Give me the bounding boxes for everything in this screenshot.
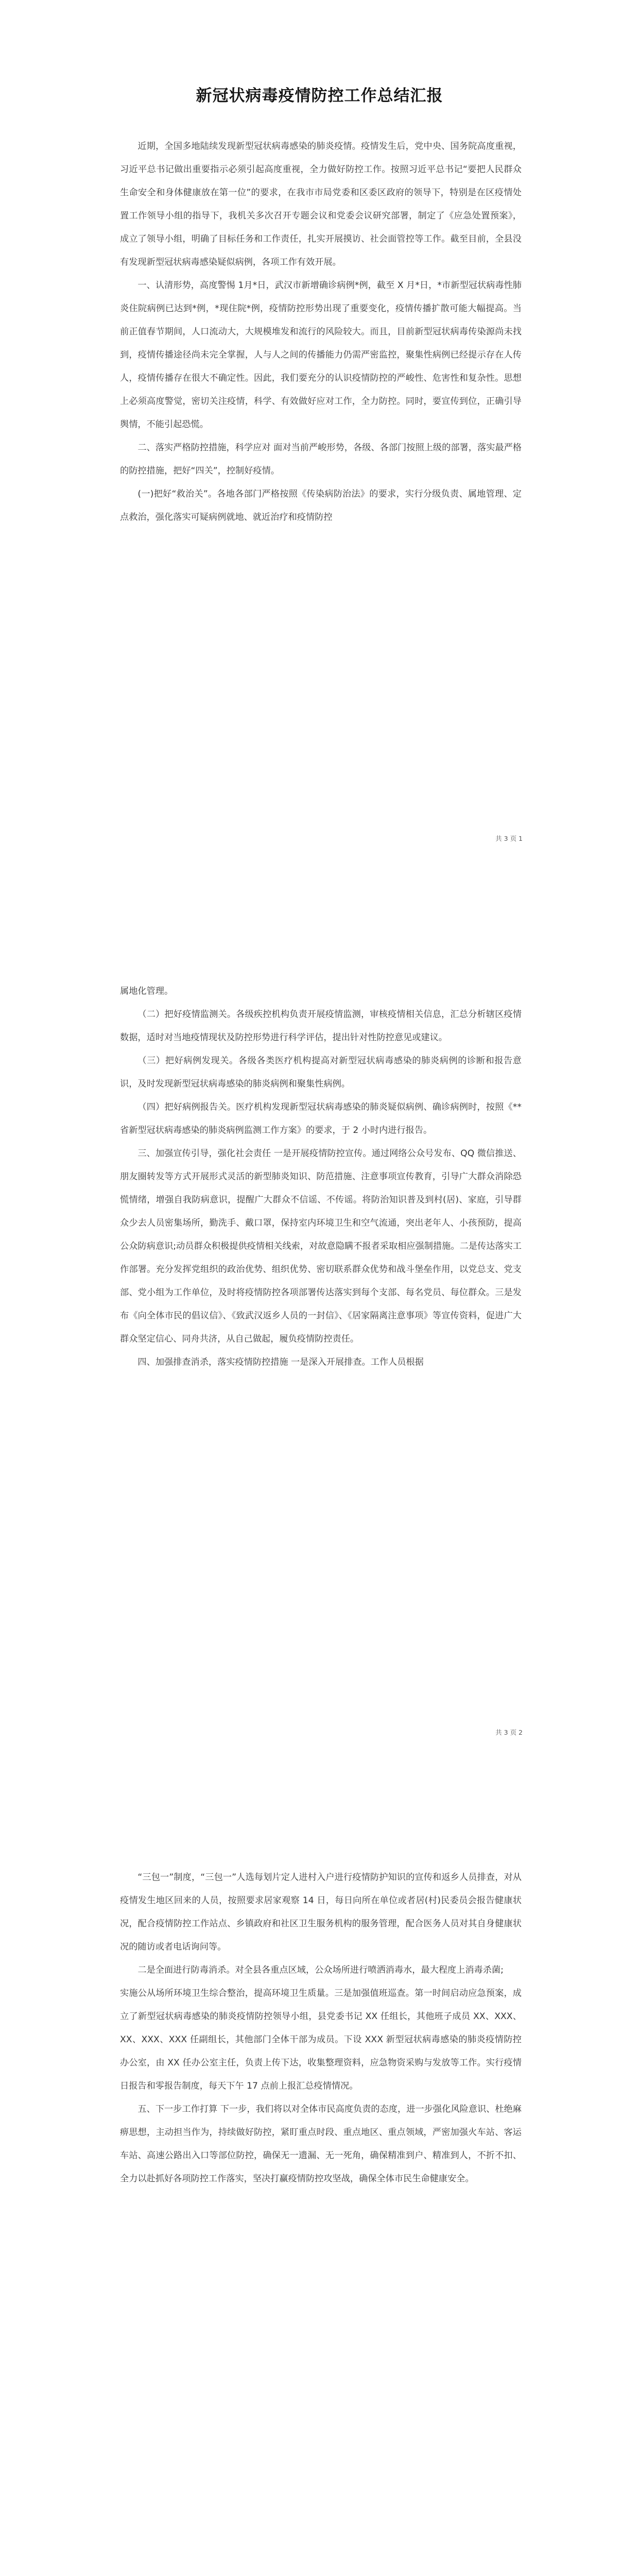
paragraph: 五、下一步工作打算 下一步，我们将以对全体市民高度负责的态度，进一步强化风险意识、杜绝麻痹思想，主动担当作为，持续做好防控，紧盯重点时段、重点地区、重点领域，严密加强火车站、客运车站、高速公路出入口等部位防控，确保无一遗漏、无一死角，确保精准到户、精准到人，不折不扣、全力以赴抓好各项防控工作落实，坚决打赢疫情防控攻坚战，确保全体市民生命健康安全。 [120,2104,522,2184]
paragraph: 二是全面进行防毒消杀。对全县各重点区域，公众场所进行喷洒消毒水，最大程度上消毒杀菌; [137,1965,504,1975]
paragraph: 三、加强宣传引导，强化社会责任 一是开展疫情防控宣传。通过网络公众号发布、QQ 微信推送、朋友圈转发等方式开展形式灵活的新型肺炎知识、防范措施、注意事项宣传教育，引导广大群众消除恐慌情绪，增强自我防病意识，提醒广大群众不信谣、不传谣。将防治知识普及到村(居)、家庭，引导群众少去人员密集场所，勤洗手、戴口罩，保持室内环境卫生和空气流通，突出老年人、小孩预防，提高公众防病意识;动员群众积极提供疫情相关线索，对故意隐瞒不报者采取相应强制措施。二是传达落实工作部署。充分发挥党组织的政治优势、组织优势、密切联系群众优势和战斗堡垒作用，以党总支、党支部、党小组为工作单位，及时将疫情防控各项部署传达落实到每个支部、每名党员、每位群众。三是发布《向全体市民的倡议信》、《致武汉返乡人员的一封信》、《居家隔离注意事项》等宣传资料，促进广大群众坚定信心、同舟共济，从自己做起，履负疫情防控责任。 [120,1148,522,1344]
page-2-body [120,980,522,1374]
page-1-footer: 共 3 页 1 [495,835,523,842]
document-title: 新冠状病毒疫情防控工作总结汇报 [196,87,443,105]
page-2-footer: 共 3 页 2 [495,1728,523,1736]
paragraph: 近期，全国多地陆续发现新型冠状病毒感染的肺炎疫情。疫情发生后，党中央、国务院高度重视，习近平总书记做出重要指示必须引起高度重视，全力做好防控工作。按照习近平总书记“要把人民群众生命安全和身体健康放在第一位”的要求，在我市市局党委和区委区政府的领导下，特别是在区疫情处置工作领导小组的指导下，我机关多次召开专题会议和党委会议研究部署，制定了《应急处置预案》，成立了领导小组，明确了目标任务和工作责任，扎实开展摸访、社会面管控等工作。截至目前，全县没有发现新型冠状病毒感染疑似病例，各项工作有效开展。 [120,141,522,267]
paragraph: 四、加强排查消杀，落实疫情防控措施 一是深入开展排查。工作人员根据 [137,1357,424,1367]
paragraph: 实施公从场所环境卫生综合整治，提高环境卫生质量。三是加强值班巡查。第一时间启动应急预案，成立了新型冠状病毒感染的肺炎疫情防控领导小组，县党委书记 XX 任组长，其他班子成员 XX、XXX、XX、XXX、XXX 任副组长，其他部门全体干部为成员。下设 XXX 新型冠状病毒感染的肺炎疫情防控办公室，由 XX 任办公室主任，负责上传下达，收集整理资料，应急物资采购与发放等工作。实行疫情日报告和零报告制度，每天下午 17 点前上报汇总疫情情况。 [120,1988,522,2091]
paragraph: 二、落实严格防控措施，科学应对 面对当前严峻形势，各级、各部门按照上级的部署，落实最严格的防控措施，把好“四关”，控制好疫情。 [120,443,522,476]
paragraph: 一、认清形势，高度警惕 1月*日，武汉市新增确诊病例*例，截至 X 月*日，*市新型冠状病毒性肺炎住院病例已达到*例，*现住院*例，疫情防控形势出现了重要变化，疫情传播扩散可能大幅提高。当前正值春节期间，人口流动大，大规模堆发和流行的风险较大。而且，目前新型冠状病毒传染源尚未找到，疫情传播途径尚未完全掌握，人与人之间的传播能力仍需严密监控，聚集性病例已经提示存在人传人，疫情传播存在很大不确定性。因此，我们要充分的认识疫情防控的严峻性、危害性和复杂性。思想上必须高度警觉，密切关注疫情，科学、有效做好应对工作，全力防控。同时，要宣传到位，正确引导舆情，不能引起恐慌。 [120,280,522,430]
paragraph: （三）把好病例发现关。各级各类医疗机构提高对新型冠状病毒感染的肺炎病例的诊断和报告意识，及时发现新型冠状病毒感染的肺炎病例和聚集性病例。 [120,1056,522,1089]
paragraph: (一)把好“救治关”。各地各部门严格按照《传染病防治法》的要求，实行分级负责、属地管理、定点救治，强化落实可疑病例就地、就近治疗和疫情防控 [120,489,522,522]
page-3-body [120,1866,522,2191]
page-1-body [120,135,522,529]
paragraph: 属地化管理。 [120,986,174,996]
paragraph: （二）把好疫情监测关。各级疾控机构负责开展疫情监测，审核疫情相关信息，汇总分析辖区疫情数据，适时对当地疫情现状及防控形势进行科学评估，提出针对性防控意见或建议。 [120,1009,522,1043]
paragraph: （四）把好病例报告关。医疗机构发现新型冠状病毒感染的肺炎疑似病例、确诊病例时，按照《**省新型冠状病毒感染的肺炎病例监测工作方案》的要求，于 2 小时内进行报告。 [120,1102,522,1136]
paragraph: “三包一”制度，“三包一”人选每划片定人进村入户进行疫情防护知识的宣传和返乡人员排查，对从疫情发生地区回来的人员，按照要求居家观察 14 日，每日向所在单位或者居(村)民委员会报告健康状况，配合疫情防控工作站点、乡镇政府和社区卫生服务机构的服务管理，配合医务人员对其自身健康状况的随访或者电话询问等。 [120,1872,522,1952]
